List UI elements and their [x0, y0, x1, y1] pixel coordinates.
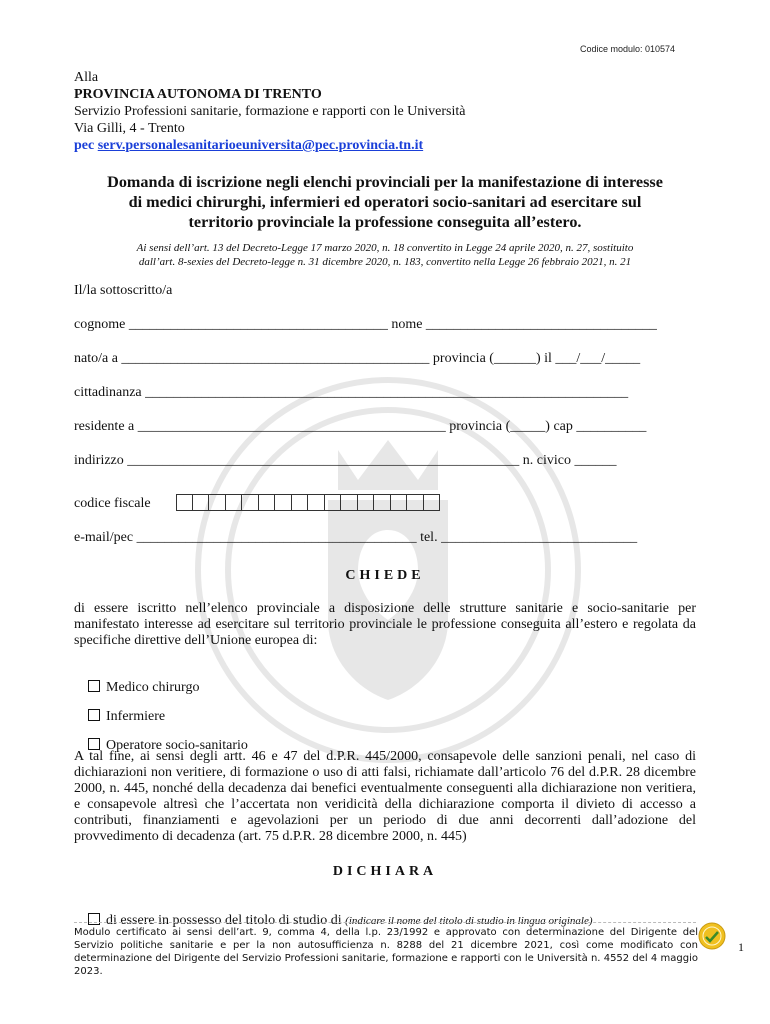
codice-fiscale-box[interactable] — [209, 494, 226, 511]
legal-reference-line-1: Ai sensi dell’art. 13 del Decreto-Legge 17 marzo 2020, n. 18 convertito in Legge 24 aprile 2020, n. 27, sostituito — [136, 242, 634, 254]
cittadinanza-field[interactable]: cittadinanza _____________________________________________________________________ — [74, 385, 629, 400]
checkbox-titolo-studio[interactable] — [88, 913, 100, 925]
document-title — [60, 172, 710, 232]
title-line-2: di medici chirurghi, infermieri ed operatori socio-sanitari ad esercitare sul — [128, 193, 642, 211]
codice-fiscale-box[interactable] — [259, 494, 276, 511]
residente-field[interactable]: residente a ____________________________________________ provincia (_____) cap __________ — [74, 419, 647, 434]
title-line-1: Domanda di iscrizione negli elenchi provinciali per la manifestazione di interesse — [107, 173, 663, 191]
chiede-text: di essere iscritto nell’elenco provinciale a disposizione delle strutture sanitarie e socio-sanitarie per manifestato interesse ad esercitare sul territorio provinciale le professione conseguita all’estero e regolata da specifiche direttive dell’Unione europea di: — [74, 601, 696, 648]
pec-label: pec — [74, 138, 95, 153]
dichiara-heading: DICHIARA — [332, 864, 438, 879]
option-medico-label: Medico chirurgo — [106, 680, 200, 695]
codice-fiscale-box[interactable] — [308, 494, 325, 511]
codice-fiscale-box[interactable] — [341, 494, 358, 511]
dichiara-item-label: di essere in possesso del titolo di studio di — [106, 913, 342, 928]
codice-fiscale-box[interactable] — [391, 494, 408, 511]
legal-reference — [72, 241, 698, 269]
recipient-province: PROVINCIA AUTONOMA DI TRENTO — [74, 87, 322, 102]
codice-fiscale-box[interactable] — [292, 494, 309, 511]
codice-fiscale-box[interactable] — [193, 494, 210, 511]
recipient-line-alla: Alla — [74, 70, 99, 85]
option-oss-label: Operatore socio-sanitario — [106, 738, 248, 753]
codice-fiscale-box[interactable] — [374, 494, 391, 511]
cognome-nome-field[interactable]: cognome _____________________________________ nome _________________________________ — [74, 317, 657, 332]
codice-fiscale-box[interactable] — [226, 494, 243, 511]
codice-fiscale-box[interactable] — [242, 494, 259, 511]
codice-fiscale-box[interactable] — [358, 494, 375, 511]
footer-divider — [74, 922, 696, 923]
recipient-pec-line — [74, 137, 466, 154]
indirizzo-field[interactable]: indirizzo ________________________________________________________ n. civico ______ — [74, 453, 617, 468]
checkbox-infermiere[interactable] — [88, 709, 100, 721]
declaration-text: A tal fine, ai sensi degli artt. 46 e 47 del d.P.R. 445/2000, consapevole delle sanzioni penali, nel caso di dichiarazioni non veritiere, di formazione o uso di atti falsi, richiamate dall’articolo 76 del d.P.R. 28 dicembre 2000, n. 445, nonché della decadenza dai benefici eventualmente conseguenti alla dichiarazione non veritiera, e consapevole altresì che l’accertata non veridicità della dichiarazione comporta il divieto di accesso a contributi, finanziamenti e agevolazioni per un periodo di due anni decorrenti dall’adozione del provvedimento di decadenza (art. 75 d.P.R. 28 dicembre 2000, n. 445) — [74, 749, 696, 844]
intro-text: Il/la sottoscritto/a — [74, 283, 173, 298]
codice-fiscale-box[interactable] — [424, 494, 441, 511]
page-number: 1 — [738, 940, 744, 954]
dichiara-item-hint: (indicare il nome del titolo di studio in lingua originale) — [345, 915, 593, 927]
codice-fiscale-label: codice fiscale — [74, 496, 151, 511]
codice-fiscale-box[interactable] — [325, 494, 342, 511]
codice-fiscale-box[interactable] — [176, 494, 193, 511]
footer-note: Modulo certificato ai sensi dell’art. 9, comma 4, della l.p. 23/1992 e approvato con determinazione del Dirigente del Servizio politiche sanitarie e per la non autosufficienza n. 8288 del 21 dicembre 2021, così come modificato con determinazione del Dirigente del Servizio Professioni sanitarie, formazione e rapporti con le Università n. 4552 del 4 maggio 2023. — [74, 927, 698, 977]
certification-badge-icon — [697, 921, 727, 951]
form-code: Codice modulo: 010574 — [580, 44, 676, 54]
pec-email-link[interactable]: serv.personalesanitarioeuniversita@pec.provincia.tn.it — [97, 138, 424, 153]
recipient-service: Servizio Professioni sanitarie, formazione e rapporti con le Università — [74, 104, 466, 119]
codice-fiscale-box[interactable] — [275, 494, 292, 511]
codice-fiscale-box[interactable] — [407, 494, 424, 511]
checkbox-medico[interactable] — [88, 680, 100, 692]
chiede-heading: CHIEDE — [345, 568, 425, 583]
recipient-address — [74, 69, 466, 154]
legal-reference-line-2: dall’art. 8-sexies del Decreto-legge n. 31 dicembre 2020, n. 183, convertito nella Legge 26 febbraio 2021, n. 21 — [138, 256, 632, 268]
recipient-street: Via Gilli, 4 - Trento — [74, 121, 185, 136]
email-tel-field[interactable]: e-mail/pec ________________________________________ tel. ____________________________ — [74, 530, 638, 545]
option-infermiere-label: Infermiere — [106, 709, 166, 724]
title-line-3: territorio provinciale la professione conseguita all’estero. — [188, 213, 582, 231]
nato-field[interactable]: nato/a a ____________________________________________ provincia (______) il ___/___/_____ — [74, 351, 641, 366]
codice-fiscale-boxes[interactable] — [176, 494, 440, 511]
